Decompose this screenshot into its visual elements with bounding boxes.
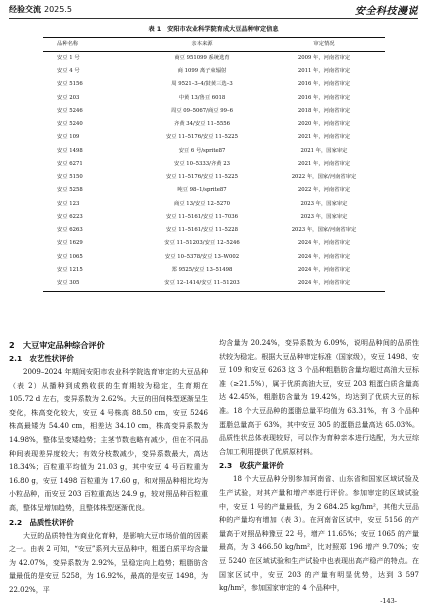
table-cell: 安豆 10–5333/齐黄 23 xyxy=(174,160,230,167)
table-cell: 2016 年，河南省审定 xyxy=(297,81,351,88)
journal-label: 经验交流 2025.5 xyxy=(9,4,72,14)
table-row xyxy=(43,224,385,237)
table-title: 安阳市农业科学院育成大豆品种审定信息 xyxy=(167,26,279,33)
table-row xyxy=(43,198,385,211)
table-cell: 周豆 09–5067/商豆 99–6 xyxy=(171,107,233,114)
table-caption xyxy=(0,24,427,33)
table-cell: 齐黄 34/安豆 11–5556 xyxy=(174,121,230,128)
table-cell: 安豆 10–5378/安豆 13–W002 xyxy=(164,253,240,260)
paragraph: 18 个大豆品种分别参加河南省、山东省和国家区域试验及生产试验，对其产量和增产率进行评价。参加审定的区域试验中，安豆 1 号的产量最低，为 2 684.25 kg/hm²，其他大豆品种的产量均有增加（表 3）。在河南省区试中，安豆 5156 的产量高于对照品种豫豆 22 号，增产 11.65%；安豆 1065 的产量最高，为 3 466.50 kg/hm²，比对照郑 196 增产 9.70%；安豆 5240 在区域试验和生产试验中也表现出高产稳产的特点。在国家区试中，安豆 203 的产量有明显优势，达到 3 597 kg/hm²，参加国家审定的 4 个品种中， xyxy=(219,475,419,593)
table-cell: 安豆 1065 xyxy=(57,253,83,260)
table-cell: 安豆 5240 xyxy=(57,121,83,128)
column-header: 审定情况 xyxy=(313,40,335,47)
section-heading: 2 大豆审定品种综合评价 xyxy=(9,340,105,350)
table-cell: 2022 年，国家/河南省审定 xyxy=(291,174,357,181)
table-row xyxy=(43,52,385,65)
table-row xyxy=(43,251,385,264)
table-cell: 安豆 6 号/sprite87 xyxy=(178,147,226,154)
table-cell: 郑 9525/安豆 13–51498 xyxy=(171,266,233,273)
page-header xyxy=(9,0,418,19)
subsection-heading: 2.3 收获产量评价 xyxy=(219,461,284,471)
table-cell: 安豆 12–1414/安豆 11–51203 xyxy=(164,280,240,287)
table-cell: 2024 年，河南省审定 xyxy=(297,280,351,287)
table-cell: 安豆 1498 xyxy=(57,147,83,154)
table-cell: 2024 年，河南省审定 xyxy=(297,240,351,247)
paragraph: 均含量为 20.24%，变异系数为 6.09%，说明品种间的品质性状较为稳定。根据大豆品种审定标准（国家级），安豆 1498、安豆 109 和安豆 6263 这 3 个品种粗脂肪含量均超过高油大豆标准（≥21.5%），属于优质高油大豆，安豆 203 粗蛋白质含量高达 42.45%，粗脂肪含量为 19.42%，均达到了优质大豆的标准。18 个大豆品种的蛋脂总量平均值为 63.31%，有 3 个品种蛋脂总量高于 63%，其中安豆 305 的蛋脂总量高达 65.03%。品质性状总体表现较好，可以作为育种亲本进行选配，为大豆综合加工利用提供了优质原材料。 xyxy=(219,339,419,456)
table-cell: 安豆 11–5161/安豆 11–5228 xyxy=(165,227,239,234)
table-cell: 2023 年，国家审定 xyxy=(300,200,348,207)
table-row xyxy=(43,79,385,92)
table-row xyxy=(43,238,385,251)
table-row xyxy=(43,185,385,198)
table-cell: 安豆 11–5161/安豆 11–7036 xyxy=(165,213,239,220)
variety-table xyxy=(43,37,385,292)
table-row xyxy=(43,211,385,224)
table-cell: 安豆 6263 xyxy=(57,227,83,234)
table-row xyxy=(43,118,385,131)
table-number: 表 1 xyxy=(148,26,162,33)
table-row xyxy=(43,145,385,158)
table-cell: 安豆 6223 xyxy=(57,213,83,220)
table-cell: 2024 年，河南省审定 xyxy=(297,266,351,273)
paragraph: 2009–2024 年期间安阳市农业科学院选育审定的大豆品种（表 2）从播种到成熟收获的生育期较为稳定，生育期在 105.72 d 左右，变异系数为 2.62%。大豆的田间株型逐渐呈生变化，株高变化较大，安豆 4 号株高 88.50 cm，安豆 5246 株高最矮为 54.40 cm，相差达 34.10 cm，株高变异系数为 14.98%，整体呈变矮趋势；主茎节数也略有减少，但在不同品种间表现差异度较大；有效分枝数减少，变异系数最大，高达 18.34%；百粒重平均值为 21.03 g，其中安豆 4 号百粒重为 16.80 g，安豆 1498 百粒重为 17.60 g，和对照品种相比均为小粒品种，而安豆 203 百粒重高达 24.9 g，较对照品种百粒重高，整体呈增加趋势，且整体株型逐渐优良。 xyxy=(9,368,208,512)
table-cell: 2022 年，河南省审定 xyxy=(297,187,351,194)
right-column xyxy=(219,337,419,596)
column-header: 品种名称 xyxy=(57,40,79,47)
table-cell: 商 1099 离子束辐射 xyxy=(177,68,227,75)
table-cell: 安豆 6271 xyxy=(57,160,83,167)
table-cell: 安豆 305 xyxy=(57,280,80,287)
table-cell: 2023 年，国家/河南省审定 xyxy=(291,227,357,234)
column-header: 亲本来源 xyxy=(191,40,213,47)
table-cell: 安豆 109 xyxy=(57,134,80,141)
brand-logo: 安全科技漫说 xyxy=(355,5,418,17)
table-cell: 安豆 5258 xyxy=(57,187,83,194)
table-cell: 2021 年，河南省审定 xyxy=(297,160,351,167)
paragraph: 大豆的品质特性为商业化育种，是影响大豆市场价值的因素之一。由表 2 可知，“安豆”系列大豆品种中，粗蛋白质平均含量为 42.07%，变异系数为 2.92%，呈稳定向上趋势；粗脂肪含量最低的是安豆 5258，为 16.92%，最高的是安豆 1498，为 22.02%，平 xyxy=(9,531,208,594)
table-row xyxy=(43,277,385,290)
table-header-row xyxy=(43,38,385,52)
subsection-heading: 2.2 品质性状评价 xyxy=(9,517,74,527)
table-cell: 安豆 1629 xyxy=(57,240,83,247)
table-row xyxy=(43,171,385,184)
table-row xyxy=(43,105,385,118)
table-cell: 2011 年，河南省审定 xyxy=(297,68,351,75)
table-cell: 安豆 11–51203/安豆 12–5246 xyxy=(164,240,240,247)
table-cell: 吨豆 98–1/sprite87 xyxy=(177,187,227,194)
table-cell: 安豆 5246 xyxy=(57,107,83,114)
table-cell: 安豆 4 号 xyxy=(57,68,80,75)
table-cell: 2021 年，国家审定 xyxy=(300,147,348,154)
table-row xyxy=(43,132,385,145)
table-cell: 安豆 5150 xyxy=(57,174,83,181)
table-cell: 安豆 11–5176/安豆 11–5225 xyxy=(165,134,239,141)
table-cell: 周 9521–3–4/鼓黄三选–3 xyxy=(171,81,233,88)
table-cell: 2020 年，河南省审定 xyxy=(297,121,351,128)
table-cell: 中黄 13/鲁豆 6018 xyxy=(178,94,226,101)
table-cell: 2023 年，国家审定 xyxy=(300,213,348,220)
table-cell: 安豆 1215 xyxy=(57,266,83,273)
table-cell: 安豆 11–5176/安豆 11–5225 xyxy=(165,174,239,181)
table-row xyxy=(43,92,385,105)
table-cell: 安豆 1 号 xyxy=(57,54,80,61)
table-cell: 2016 年，河南省审定 xyxy=(297,94,351,101)
table-cell: 商豆 951099 系统选育 xyxy=(174,54,230,61)
table-cell: 安豆 203 xyxy=(57,94,80,101)
table-cell: 2009 年，河南省审定 xyxy=(297,54,351,61)
left-column xyxy=(9,337,208,598)
table-cell: 2021 年，河南省审定 xyxy=(297,134,351,141)
table-cell: 安豆 5156 xyxy=(57,81,83,88)
page-number: -143- xyxy=(380,597,397,605)
subsection-heading: 2.1 农艺性状评价 xyxy=(9,354,74,363)
table-cell: 安豆 123 xyxy=(57,200,80,207)
table-row xyxy=(43,264,385,277)
table-row xyxy=(43,158,385,171)
table-cell: 2024 年，河南省审定 xyxy=(297,253,351,260)
table-cell: 2018 年，河南省审定 xyxy=(297,107,351,114)
table-row xyxy=(43,65,385,78)
table-cell: 商豆 13/安豆 12–5270 xyxy=(174,200,230,207)
